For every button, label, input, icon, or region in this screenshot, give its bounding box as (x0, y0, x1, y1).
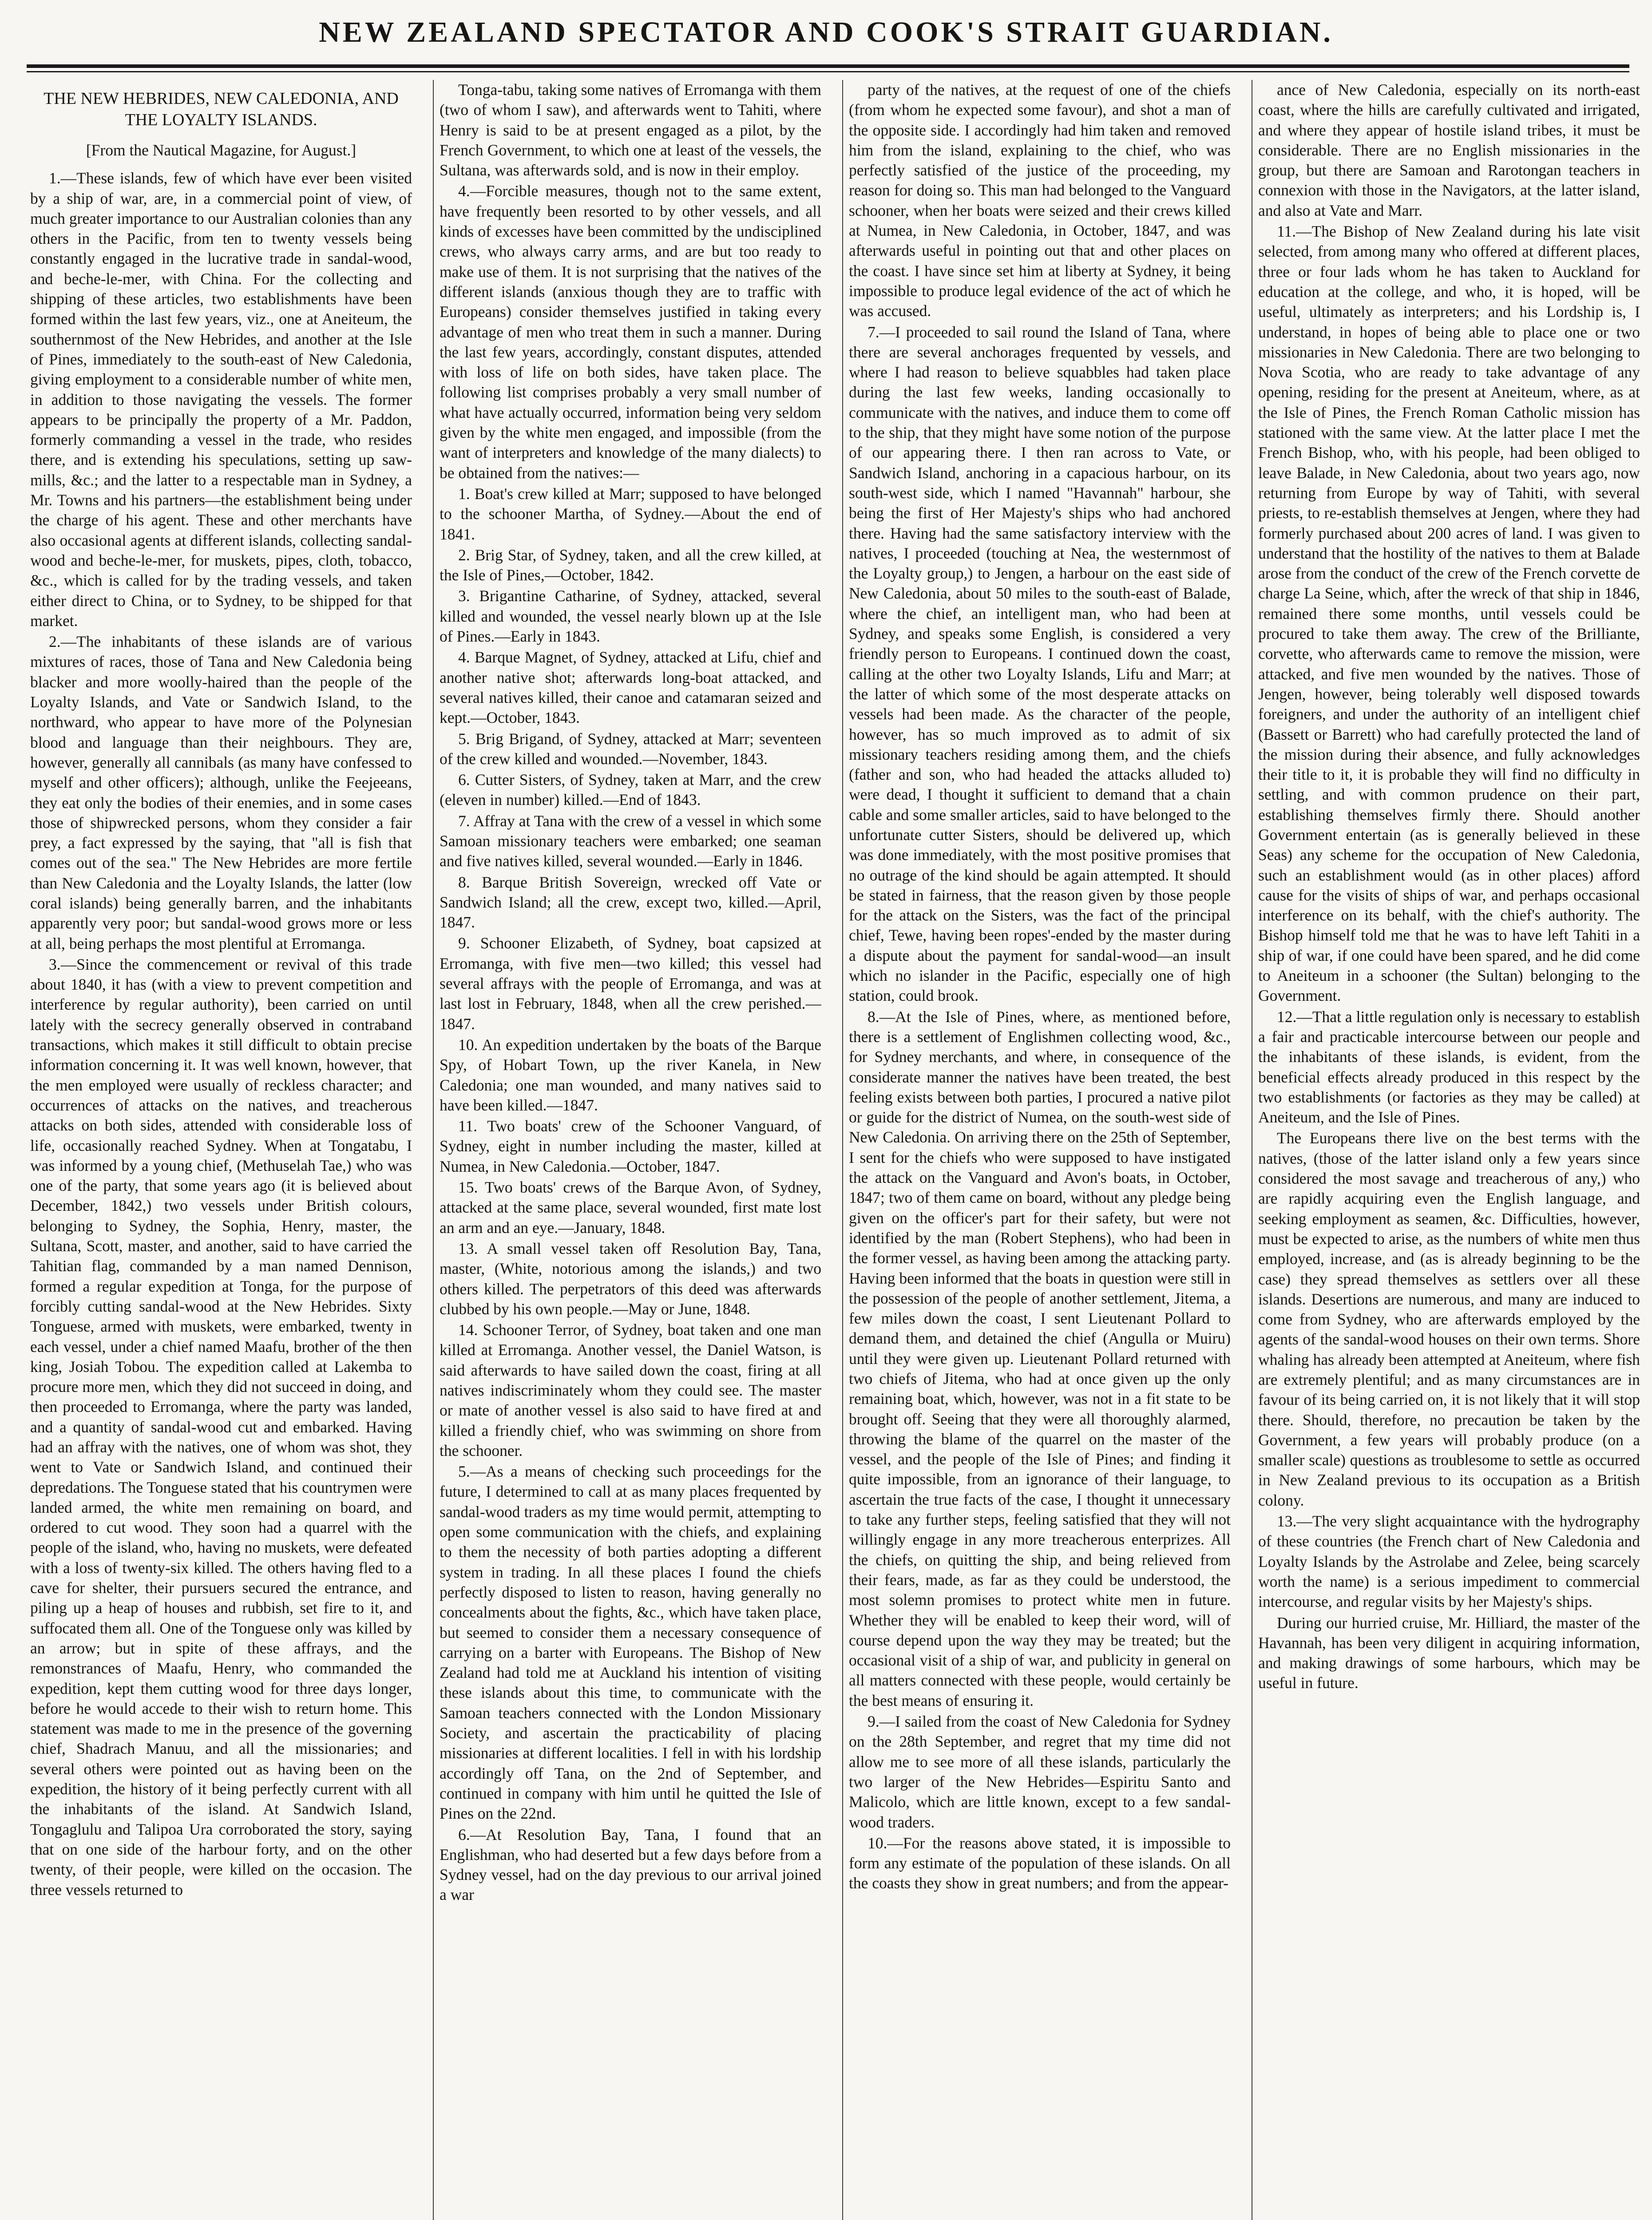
paragraph: 9. Schooner Elizabeth, of Sydney, boat capsized at Erromanga, with five men—two killed; this vessel had several affrays with the people of Erromanga, and was at last lost in February, 1848, when all the crew perished.—1847. (440, 934, 821, 1033)
paragraph: 1. Boat's crew killed at Marr; supposed to have belonged to the schooner Martha, of Sydney.—About the end of 1841. (440, 484, 821, 543)
paragraph: 4.—Forcible measures, though not to the same extent, have frequently been resorted to by other vessels, and all kinds of excesses have been committed by the undisciplined crews, who always carry arms, and are but too ready to make use of them. It is not surprising that the natives of the different islands (anxious though they are to traffic with Europeans) consider themselves justified in taking every advantage of men who treat them in such a manner. During the last few years, accordingly, constant disputes, attended with loss of life on both sides, have taken place. The following list comprises probably a very small number of what have actually occurred, information being very seldom given by the white men engaged, and impossible (from the want of interpreters and knowledge of the many dialects) to be obtained from the natives:— (440, 182, 821, 482)
column-4-body (1258, 80, 1640, 1693)
paragraph: 5. Brig Brigand, of Sydney, attacked at Marr; seventeen of the crew killed and wounded.—November, 1843. (440, 729, 821, 768)
paragraph: 12.—That a little regulation only is necessary to establish a fair and practicable intercourse between our people and the inhabitants of these islands, is evident, from the beneficial effects already produced in this respect by the two establishments (or factories as they may be called) at Aneiteum, and the Isle of Pines. (1258, 1007, 1640, 1126)
paragraph: party of the natives, at the request of one of the chiefs (from whom he expected some favour), and shot a man of the opposite side. I accordingly had him taken and removed him from the island, explaining to the chief, who was perfectly satisfied of the justice of the proceeding, my reason for doing so. This man had belonged to the Vanguard schooner, when her boats were seized and their crews killed at Numea, in New Caledonia, in October, 1847, and was afterwards useful in pointing out that and other places on the coast. I have since set him at liberty at Sydney, it being impossible to produce legal evidence of the act of which he was accused. (849, 81, 1231, 320)
paragraph: 9.—I sailed from the coast of New Caledonia for Sydney on the 28th September, and regret that my time did not allow me to see more of all these islands, particularly the two larger of the New Hebrides—Espiritu Santo and Malicolo, which are little known, except to a few sandal-wood traders. (849, 1713, 1231, 1831)
paragraph: Tonga-tabu, taking some natives of Erromanga with them (two of whom I saw), and afterwards went to Tahiti, where Henry is said to be at present engaged as a pilot, by the French Government, to which one at least of the vessels, the Sultana, was afterwards sold, and is now in their employ. (440, 81, 821, 179)
paragraph: 13. A small vessel taken off Resolution Bay, Tana, master, (White, notorious among the islands,) and two others killed. The perpetrators of this deed was afterwards clubbed by his own people.—May or June, 1848. (440, 1239, 821, 1318)
paragraph: ance of New Caledonia, especially on its north-east coast, where the hills are carefully cultivated and irrigated, and where they appear of hostile island tribes, it must be considerable. There are no English missionaries in the group, but there are Samoan and Rarotongan teachers in connexion with those in the Navigators, at the latter island, and also at Vate and Marr. (1258, 81, 1640, 219)
masthead-title: NEW ZEALAND SPECTATOR AND COOK'S STRAIT GUARDIAN. (319, 16, 1333, 48)
column-4 (1258, 80, 1640, 2220)
paragraph: 2.—The inhabitants of these islands are of various mixtures of races, those of Tana and New Caledonia being blacker and more woolly-haired than the people of the Loyalty Islands, and Vate or Sandwich Island, to the northward, who appear to have more of the Polynesian blood and language than their neighbours. They are, however, generally all cannibals (as many have confessed to myself and other officers); although, unlike the Feejeeans, they eat only the bodies of their enemies, and in some cases those of shipwrecked persons, whom they consider a fair prey, a fact expressed by the saying, that "all is fish that comes out of the sea." The New Hebrides are more fertile than New Caledonia and the Loyalty Islands, the latter (low coral islands) being generally barren, and the inhabitants apparently very poor; but sandal-wood grows more or less at all, being perhaps the most plentiful at Erromanga. (30, 633, 412, 952)
column-3 (849, 80, 1231, 2220)
paragraph: 15. Two boats' crews of the Barque Avon, of Sydney, attacked at the same place, several wounded, first mate lost an arm and an eye.—January, 1848. (440, 1178, 821, 1237)
paragraph: 3.—Since the commencement or revival of this trade about 1840, it has (with a view to prevent competition and interference by regular authority), been carried on until lately with the secrecy generally observed in contraband transactions, which makes it still difficult to obtain precise information concerning it. It was well known, however, that the men employed were usually of reckless character; and occurrences of attacks on the natives, and treacherous attacks on both sides, attended with considerable loss of life, occasionally reached Sydney. When at Tongatabu, I was informed by a young chief, (Methuselah Tae,) who was one of the party, that some years ago (it is believed about December, 1842,) two vessels under British colours, belonging to Sydney, the Sophia, Henry, master, the Sultana, Scott, master, and another, said to have carried the Tahitian flag, commanded by a man named Dennison, formed a regular expedition at Tonga, for the purpose of forcibly cutting sandal-wood at the New Hebrides. Sixty Tonguese, armed with muskets, were embarked, twenty in each vessel, under a chief named Maafu, brother of the then king, Josiah Tobou. The expedition called at Lakemba to procure more men, which they did not succeed in doing, and then proceeded to Erromanga, where the party was landed, and a quantity of sandal-wood cut and embarked. Having had an affray with the natives, one of whom was shot, they went to Vate or Sandwich Island, and continued their depredations. The Tonguese stated that his countrymen were landed armed, the white men remaining on board, and ordered to cut wood. They soon had a quarrel with the people of the island, who, having no muskets, were defeated with a loss of twenty-six killed. The others having fled to a cave for shelter, their pursuers secured the entrance, and piling up a heap of houses and rubbish, set fire to it, and suffocated them all. One of the Tonguese only was killed by an arrow; but in spite of these affrays, and the remonstrances of Maafu, Henry, who commanded the expedition, kept them cutting wood for three days longer, before he would accede to their wish to return home. This statement was made to me in the presence of the governing chief, Shadrach Manuu, and all the missionaries; and several others were pointed out as having been on the expedition, the history of it being perfectly current with all the inhabitants of the island. At Sandwich Island, Tongaglulu and Talipoa Ura corroborated the story, saying that on one side of the harbour forty, and on the other twenty, of their people, were killed on the occasion. The three vessels returned to (30, 955, 412, 1899)
masthead-rule-thin (27, 71, 1629, 72)
paragraph: 7. Affray at Tana with the crew of a vessel in which some Samoan missionary teachers were embarked; one seaman and five natives killed, several wounded.—Early in 1846. (440, 812, 821, 870)
paragraph: 11. Two boats' crew of the Schooner Vanguard, of Sydney, eight in number including the master, killed at Numea, in New Caledonia.—October, 1847. (440, 1117, 821, 1175)
masthead-rule-thick (27, 64, 1629, 68)
paragraph: 8.—At the Isle of Pines, where, as mentioned before, there is a settlement of Englishmen collecting wood, &c., for Sydney merchants, and where, in consequence of the considerate manner the natives have been treated, the best feeling exists between both parties, I procured a native pilot or guide for the district of Numea, on the south-west side of New Caledonia. On arriving there on the 25th of September, I sent for the chiefs who were supposed to have instigated the attack on the Vanguard and Avon's boats, in October, 1847; two of them came on board, without any pledge being given on the officer's part for their safety, but were not identified by the man (Robert Stephens), who had been in the former vessel, as having been among the attacking party. Having been informed that the boats in question were still in the possession of the people of another settlement, Jitema, a few miles down the coast, I sent Lieutenant Pollard to demand them, and detained the chief (Angulla or Muiru) until they were given up. Lieutenant Pollard returned with two chiefs of Jitema, who had at once given up the only remaining boat, which, however, was not in a fit state to be brought off. Seeing that they were all thoroughly alarmed, throwing the blame of the quarrel on the master of the vessel, and the people of the Isle of Pines; and finding it quite impossible, from an ignorance of their language, to ascertain the true facts of the case, I thought it unnecessary to take any further steps, feeling satisfied that they will not willingly engage in any more treacherous enterprizes. All the chiefs, on quitting the ship, and being relieved from their fears, made, as far as they could be understood, the most solemn promises to protect white men in future. Whether they will be enabled to keep their word, will of course depend upon the way they may be treated; but the occasional visit of a ship of war, and publicity in general on all matters connected with these people, would certainly be the best means of ensuring it. (849, 1007, 1231, 1709)
paragraph: 7.—I proceeded to sail round the Island of Tana, where there are several anchorages frequented by vessels, and where I had reason to believe squabbles had taken place during the last few weeks, landing occasionally to communicate with the natives, and induce them to come off to the ship, that they might have some notion of the purpose of our appearing there. I then ran across to Vate, or Sandwich Island, anchoring in a capacious harbour, on its south-west side, which I named "Havannah" harbour, she being the first of Her Majesty's ships who had anchored there. Having had the same satisfactory interview with the natives, I proceeded (touching at Nea, the westernmost of the Loyalty group,) to Jengen, a harbour on the east side of New Caledonia, about 50 miles to the south-east of Balade, where the chief, an intelligent man, who had been at Sydney, and speaks some English, is considered a very friendly person to Europeans. I continued down the coast, calling at the other two Loyalty Islands, Lifu and Marr; at the latter of which some of the most desperate attacks on vessels had been made. As the character of the people, however, has so much improved as to admit of six missionary teachers residing among them, and the chiefs (father and son, who had headed the attacks alluded to) were dead, I thought it sufficient to demand that a chain cable and some smaller articles, said to have belonged to the unfortunate cutter Sisters, should be delivered up, which was done immediately, with the most positive promises that no outrage of the kind should be again attempted. It should be stated in fairness, that the reason given by those people for the attack on the Sisters, was the fact of the principal chief, Tewe, having been ropes'-ended by the master during a dispute about the payment for sandal-wood—an insult which no islander in the Pacific, especially one of high station, could brook. (849, 323, 1231, 1005)
column-divider (433, 80, 434, 2220)
column-3-body (849, 80, 1231, 1894)
paragraph: During our hurried cruise, Mr. Hilliard, the master of the Havannah, has been very diligent in acquiring information, and making drawings of some harbours, which may be useful in future. (1258, 1613, 1640, 1692)
paragraph: 8. Barque British Sovereign, wrecked off Vate or Sandwich Island; all the crew, except two, killed.—April, 1847. (440, 873, 821, 932)
paragraph: 10.—For the reasons above stated, it is impossible to form any estimate of the population of these islands. On all the coasts they show in great numbers; and from the appear- (849, 1834, 1231, 1892)
paragraph: 5.—As a means of checking such proceedings for the future, I determined to call at as many places frequented by sandal-wood traders as my time would permit, attempting to open some communication with the chiefs, and explaining to them the necessity of both parties adopting a different system in trading. In all these places I found the chiefs perfectly disposed to listen to reason, having generally no concealments about the fights, &c., which have taken place, but seemed to consider them a necessary consequence of carrying on a barter with Europeans. The Bishop of New Zealand had told me at Auckland his intention of visiting these islands about this time, to communicate with the Samoan teachers connected with the London Missionary Society, and ascertain the practicability of placing missionaries at different localities. I fell in with his lordship accordingly off Tana, on the 2nd of September, and continued in company with him until he quitted the Isle of Pines on the 22nd. (440, 1463, 821, 1823)
paragraph: 6. Cutter Sisters, of Sydney, taken at Marr, and the crew (eleven in number) killed.—End of 1843. (440, 771, 821, 809)
column-divider (842, 80, 843, 2220)
paragraph: 2. Brig Star, of Sydney, taken, and all the crew killed, at the Isle of Pines,—October, 1842. (440, 546, 821, 584)
column-1 (30, 80, 412, 2220)
paragraph: 6.—At Resolution Bay, Tana, I found that an Englishman, who had deserted but a few days before from a Sydney vessel, had on the day previous to our arrival joined a war (440, 1825, 821, 1904)
column-1-body (30, 168, 412, 1900)
paragraph: 3. Brigantine Catharine, of Sydney, attacked, several killed and wounded, the vessel nearly blown up at the Isle of Pines.—Early in 1843. (440, 587, 821, 646)
paragraph: 4. Barque Magnet, of Sydney, attacked at Lifu, chief and another native shot; afterwards long-boat attacked, and several natives killed, their canoe and catamaran seized and kept.—October, 1843. (440, 648, 821, 727)
paragraph: 13.—The very slight acquaintance with the hydrography of these countries (the French chart of New Caledonia and Loyalty Islands by the Astrolabe and Zelee, being scarcely worth the name) is a serious impediment to commercial intercourse, and regular visits by her Majesty's ships. (1258, 1512, 1640, 1611)
paragraph: 10. An expedition undertaken by the boats of the Barque Spy, of Hobart Town, up the river Kanela, in New Caledonia; one man wounded, and many natives said to have been killed.—1847. (440, 1035, 821, 1114)
article-source: [From the Nautical Magazine, for August.] (86, 141, 357, 159)
paragraph: The Europeans there live on the best terms with the natives, (those of the latter island only a few years since considered the most savage and treacherous of any,) who are rapidly acquiring even the English language, and seeking employment as seamen, &c. Difficulties, however, must be expected to arise, as the numbers of white men thus employed, increase, and (as is already beginning to be the case) they spread themselves as settlers over all these islands. Desertions are numerous, and many are induced to come from Sydney, who are afterwards employed by the agents of the sandal-wood houses on their own terms. Shore whaling has already been attempted at Aneiteum, where fish are extremely plentiful; and as many circumstances are in favour of its being carried on, it is not likely that it will stop there. Should, therefore, no precaution be taken by the Government, a few years will probably produce (on a smaller scale) questions as troublesome to settle as occurred in New Zealand previous to its occupation as a British colony. (1258, 1129, 1640, 1509)
paragraph: 14. Schooner Terror, of Sydney, boat taken and one man killed at Erromanga. Another vessel, the Daniel Watson, is said afterwards to have sailed down the coast, firing at all natives indiscriminately whom they could see. The master or mate of another vessel is also said to have fired at and killed a friendly chief, who was swimming on shore from the schooner. (440, 1321, 821, 1459)
column-2-body (440, 80, 821, 1905)
paragraph: 1.—These islands, few of which have ever been visited by a ship of war, are, in a commercial point of view, of much greater importance to our Australian colonies than any others in the Pacific, from ten to twenty vessels being constantly engaged in the lucrative trade in sandal-wood, and beche-le-mer, with China. For the collecting and shipping of these articles, two establishments have been formed within the last few years, viz., one at Aneiteum, the southernmost of the New Hebrides, and another at the Isle of Pines, immediately to the south-east of New Caledonia, giving employment to a considerable number of white men, in addition to those navigating the vessels. The former appears to be principally the property of a Mr. Paddon, formerly commanding a vessel in the trade, who resides there, and is extending his speculations, setting up saw-mills, &c.; and the latter to a respectable man in Sydney, a Mr. Towns and his partners—the establishment being under the charge of his agent. These and other merchants have also occasional agents at different islands, collecting sandal-wood and beche-le-mer, for muskets, pipes, cloth, tobacco, &c., which is called for by the trading vessels, and taken either direct to China, or to Sydney, to be shipped for that market. (30, 169, 412, 630)
paragraph: 11.—The Bishop of New Zealand during his late visit selected, from among many who offered at different places, three or four lads whom he has taken to Auckland for education at the college, and who, it is hoped, will be useful, ultimately as interpreters; and his Lordship is, I understand, in hopes of being able to place one or two missionaries in New Caledonia. There are two belonging to Nova Scotia, who are ready to take advantage of any opening, residing for the present at Aneiteum, where, as at the Isle of Pines, the French Roman Catholic mission has stationed with the same view. At the latter place I met the French Bishop, who, with his people, had been obliged to leave Balade, in New Caledonia, about two years ago, now returning from Europe by way of Tahiti, with several priests, to re-establish themselves at Jengen, where they had formerly purchased about 200 acres of land. I was given to understand that the hostility of the natives to them at Balade arose from the conduct of the crew of the French corvette de charge La Seine, which, after the wreck of that ship in 1846, remained there some months, until vessels could be procured to take them away. The crew of the Brilliante, corvette, who afterwards came to remove the mission, were attacked, and five men wounded by the natives. Those of Jengen, however, being tolerably well disposed towards foreigners, and under the authority of an intelligent chief (Bassett or Barrett) who had carefully protected the land of the mission during their absence, and fully acknowledges their title to it, it is probable they will find no difficulty in settling, and with common prudence on their part, establishing themselves firmly there. Should another Government entertain (as is generally believed in these Seas) any scheme for the occupation of New Caledonia, such an establishment would (as in other places) afford cause for the visits of ships of war, and perhaps occasional interference on its behalf, with the chief's authority. The Bishop himself told me that he was to have left Tahiti in a ship of war, if one could have been spared, and he did come to Aneiteum in a schooner (the Sultan) belonging to the Government. (1258, 222, 1640, 1005)
article-title: THE NEW HEBRIDES, NEW CALEDONIA, AND THE LOYALTY ISLANDS. (44, 89, 399, 129)
column-2 (440, 80, 821, 2220)
